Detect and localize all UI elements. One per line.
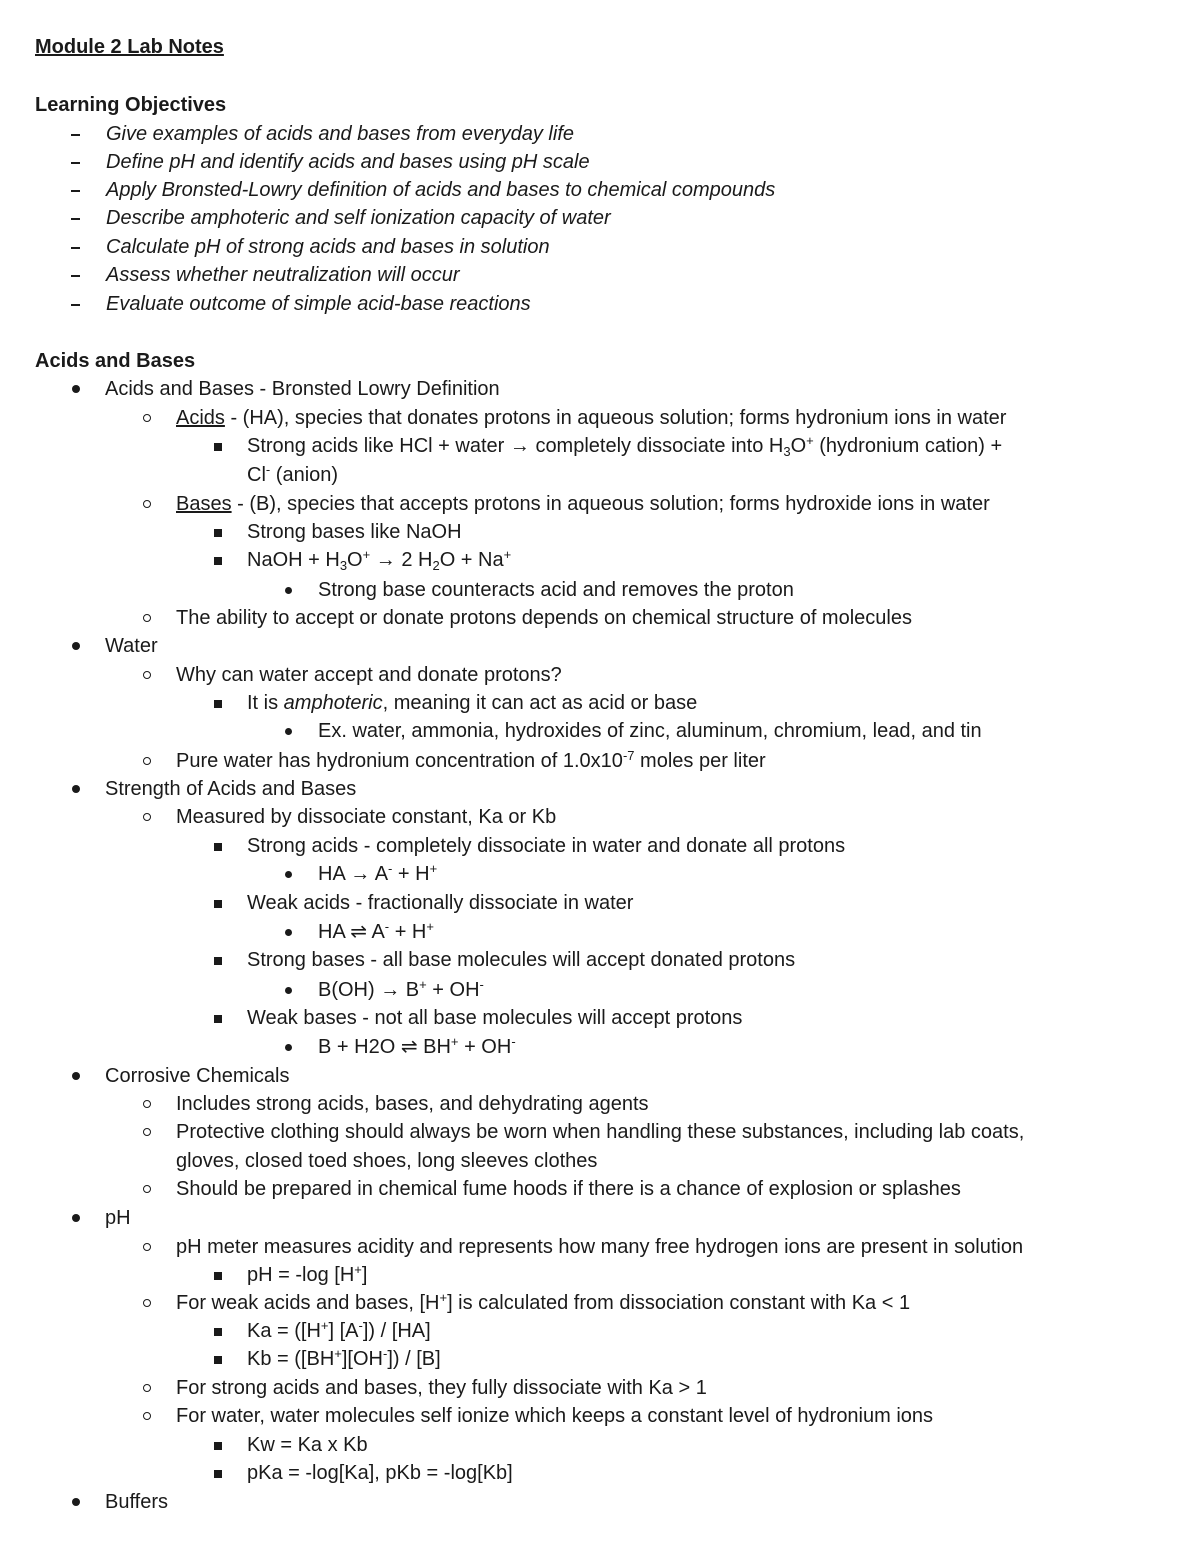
bullet-circle-icon xyxy=(143,1243,151,1251)
text-run: B + H2O ⇌ BH xyxy=(318,1036,451,1058)
equation xyxy=(318,920,434,944)
bullet-small-disc-icon xyxy=(285,587,292,594)
objective-text: Describe amphoteric and self ionization capacity of water xyxy=(106,207,611,229)
text-run: Pure water has hydronium concentration of 1.0x10 xyxy=(176,750,623,772)
superscript: -7 xyxy=(622,748,635,763)
bullet-square-icon xyxy=(214,900,222,908)
subscript: 3 xyxy=(339,558,348,573)
bullet-circle-icon xyxy=(143,1185,151,1193)
text-run: It is xyxy=(247,692,284,714)
bullet-square-icon xyxy=(214,700,222,708)
bullet-circle-icon xyxy=(143,671,151,679)
acids-term: Acids xyxy=(176,407,225,429)
objective-text: Evaluate outcome of simple acid-base reactions xyxy=(106,293,531,315)
bullet-circle-icon xyxy=(143,757,151,765)
bullet-square-icon xyxy=(214,1442,222,1450)
bullet-disc-icon xyxy=(72,1072,80,1080)
superscript: - xyxy=(358,1318,363,1333)
list-item-text: Strong bases - all base molecules will accept donated protons xyxy=(247,949,796,971)
subscript: 3 xyxy=(783,444,791,459)
bullet-square-icon xyxy=(214,443,222,451)
text-run: + OH xyxy=(426,979,480,1001)
list-item-text: Why can water accept and donate protons? xyxy=(176,664,562,686)
text-run: ] is calculated from dissociation constant with Ka < 1 xyxy=(447,1292,911,1314)
document-title: Module 2 Lab Notes xyxy=(35,36,224,58)
list-item-text: Strong bases like NaOH xyxy=(247,521,462,543)
list-item-text xyxy=(176,749,766,773)
list-item-text: pH xyxy=(105,1207,131,1229)
list-item-text: pH meter measures acidity and represents how many free hydrogen ions are present in solution xyxy=(176,1236,1024,1258)
list-item-text: Strength of Acids and Bases xyxy=(105,778,357,800)
dash-bullet-icon xyxy=(71,304,80,306)
dash-bullet-icon xyxy=(71,247,80,249)
text-run: ]) / [B] xyxy=(387,1348,441,1370)
list-item-text: Ex. water, ammonia, hydroxides of zinc, aluminum, chromium, lead, and tin xyxy=(318,720,982,742)
text-run: Ka = ([H xyxy=(247,1320,321,1342)
bullet-square-icon xyxy=(214,1356,222,1364)
bullet-square-icon xyxy=(214,557,222,565)
list-item-text: Corrosive Chemicals xyxy=(105,1065,290,1087)
superscript: + xyxy=(334,1346,342,1361)
text-run: B(OH) → B xyxy=(318,979,420,1001)
bullet-small-disc-icon xyxy=(285,987,292,994)
text-run: Cl xyxy=(247,464,266,486)
superscript: + xyxy=(450,1034,459,1049)
superscript: + xyxy=(439,1290,448,1305)
bases-definition: - (B), species that accepts protons in aqueous solution; forms hydroxide ions in water xyxy=(231,493,990,515)
list-item-text: Acids and Bases - Bronsted Lowry Definition xyxy=(105,378,500,400)
bullet-disc-icon xyxy=(72,785,80,793)
text-run: NaOH + H xyxy=(247,549,340,571)
list-item-text: The ability to accept or donate protons depends on chemical structure of molecules xyxy=(176,607,912,629)
text-run: For weak acids and bases, [H xyxy=(176,1292,440,1314)
superscript: + xyxy=(426,919,434,934)
list-item-text: Measured by dissociate constant, Ka or Kb xyxy=(176,806,557,828)
superscript: - xyxy=(382,1346,388,1361)
list-item-text: gloves, closed toed shoes, long sleeves clothes xyxy=(176,1150,598,1172)
superscript: - xyxy=(479,977,484,992)
superscript: - xyxy=(511,1034,516,1049)
superscript: + xyxy=(419,977,427,992)
text-run: pH = -log [H xyxy=(247,1264,355,1286)
superscript: + xyxy=(503,547,512,562)
acids-definition: - (HA), species that donates protons in aqueous solution; forms hydronium ions in water xyxy=(224,407,1007,429)
bullet-square-icon xyxy=(214,529,222,537)
bullet-circle-icon xyxy=(143,1128,151,1136)
bullet-square-icon xyxy=(214,957,222,965)
equation xyxy=(318,862,437,886)
equation xyxy=(247,1319,431,1343)
text-run: (anion) xyxy=(270,464,339,486)
superscript: + xyxy=(320,1318,329,1333)
bullet-disc-icon xyxy=(72,1214,80,1222)
superscript: + xyxy=(362,547,371,562)
text-run: moles per liter xyxy=(634,750,766,772)
bullet-disc-icon xyxy=(72,1498,80,1506)
objective-text: Assess whether neutralization will occur xyxy=(106,264,460,286)
bullet-square-icon xyxy=(214,1328,222,1336)
bases-term: Bases xyxy=(176,493,232,515)
dash-bullet-icon xyxy=(71,134,80,136)
bullet-small-disc-icon xyxy=(285,1044,292,1051)
dash-bullet-icon xyxy=(71,275,80,277)
text-run: ] [A xyxy=(328,1320,359,1342)
superscript: + xyxy=(354,1262,362,1277)
equation xyxy=(318,1035,516,1059)
list-item-text xyxy=(247,691,697,715)
text-run: + H xyxy=(389,921,427,943)
text-run: → 2 H xyxy=(370,549,433,571)
bullet-circle-icon xyxy=(143,1100,151,1108)
bullet-circle-icon xyxy=(143,1299,151,1307)
bullet-circle-icon xyxy=(143,813,151,821)
list-item-text: Strong base counteracts acid and removes the proton xyxy=(318,579,794,601)
text-run: ]) / [HA] xyxy=(362,1320,431,1342)
list-item-text: Buffers xyxy=(105,1491,168,1513)
bullet-disc-icon xyxy=(72,642,80,650)
acids-bases-heading: Acids and Bases xyxy=(35,350,196,372)
superscript: - xyxy=(388,861,393,876)
dash-bullet-icon xyxy=(71,162,80,164)
text-run: O + Na xyxy=(439,549,504,571)
bullet-circle-icon xyxy=(143,414,151,422)
text-run: ][OH xyxy=(341,1348,383,1370)
list-item-text xyxy=(247,434,1002,458)
bullet-small-disc-icon xyxy=(285,728,292,735)
bullet-circle-icon xyxy=(143,500,151,508)
superscript: - xyxy=(265,462,271,477)
bullet-square-icon xyxy=(214,843,222,851)
objective-text: Apply Bronsted-Lowry definition of acids and bases to chemical compounds xyxy=(106,179,776,201)
list-item-text: Protective clothing should always be worn when handling these substances, including lab coats, xyxy=(176,1121,1025,1143)
bullet-square-icon xyxy=(214,1015,222,1023)
objective-text: Calculate pH of strong acids and bases in solution xyxy=(106,236,550,258)
list-item-text: Includes strong acids, bases, and dehydrating agents xyxy=(176,1093,649,1115)
text-run: HA ⇌ A xyxy=(318,921,385,943)
text-run: + H xyxy=(392,863,430,885)
amphoteric-term: amphoteric xyxy=(283,692,383,714)
list-item-text: Weak acids - fractionally dissociate in water xyxy=(247,892,634,914)
list-item-text: Water xyxy=(105,635,158,657)
text-run: ] xyxy=(361,1264,368,1286)
dash-bullet-icon xyxy=(71,218,80,220)
list-item-text xyxy=(247,463,338,487)
equation: Kw = Ka x Kb xyxy=(247,1434,368,1456)
text-run: Kb = ([BH xyxy=(247,1348,335,1370)
text-run: , meaning it can act as acid or base xyxy=(382,692,698,714)
bullet-square-icon xyxy=(214,1272,222,1280)
bullet-square-icon xyxy=(214,1470,222,1478)
equation: pKa = -log[Ka], pKb = -log[Kb] xyxy=(247,1462,513,1484)
equation xyxy=(247,1347,441,1371)
bullet-circle-icon xyxy=(143,1384,151,1392)
equation xyxy=(247,1263,367,1287)
bullet-small-disc-icon xyxy=(285,871,292,878)
superscript: - xyxy=(384,919,390,934)
learning-objectives-heading: Learning Objectives xyxy=(35,94,227,116)
list-item-text xyxy=(176,406,1006,430)
list-item-text: Weak bases - not all base molecules will accept protons xyxy=(247,1007,743,1029)
text-run: + OH xyxy=(458,1036,512,1058)
equation xyxy=(318,978,484,1002)
list-item-text xyxy=(247,548,511,572)
superscript: + xyxy=(806,433,814,448)
bullet-circle-icon xyxy=(143,1412,151,1420)
bullet-disc-icon xyxy=(72,385,80,393)
list-item-text: For strong acids and bases, they fully dissociate with Ka > 1 xyxy=(176,1377,707,1399)
bullet-circle-icon xyxy=(143,614,151,622)
text-run: O xyxy=(347,549,363,571)
list-item-text: Strong acids - completely dissociate in water and donate all protons xyxy=(247,835,846,857)
list-item-text: Should be prepared in chemical fume hoods if there is a chance of explosion or splashes xyxy=(176,1178,961,1200)
subscript: 2 xyxy=(432,558,440,573)
text-run: (hydronium cation) + xyxy=(813,435,1003,457)
superscript: + xyxy=(429,861,438,876)
bullet-small-disc-icon xyxy=(285,929,292,936)
objective-text: Define pH and identify acids and bases using pH scale xyxy=(106,151,590,173)
list-item-text xyxy=(176,492,990,516)
dash-bullet-icon xyxy=(71,190,80,192)
list-item-text xyxy=(176,1291,910,1315)
objective-text: Give examples of acids and bases from everyday life xyxy=(106,123,574,145)
text-run: HA → A xyxy=(318,863,389,885)
text-run: O xyxy=(790,435,807,457)
text-run: Strong acids like HCl + water → completely dissociate into H xyxy=(247,435,784,457)
list-item-text: For water, water molecules self ionize which keeps a constant level of hydronium ions xyxy=(176,1405,934,1427)
